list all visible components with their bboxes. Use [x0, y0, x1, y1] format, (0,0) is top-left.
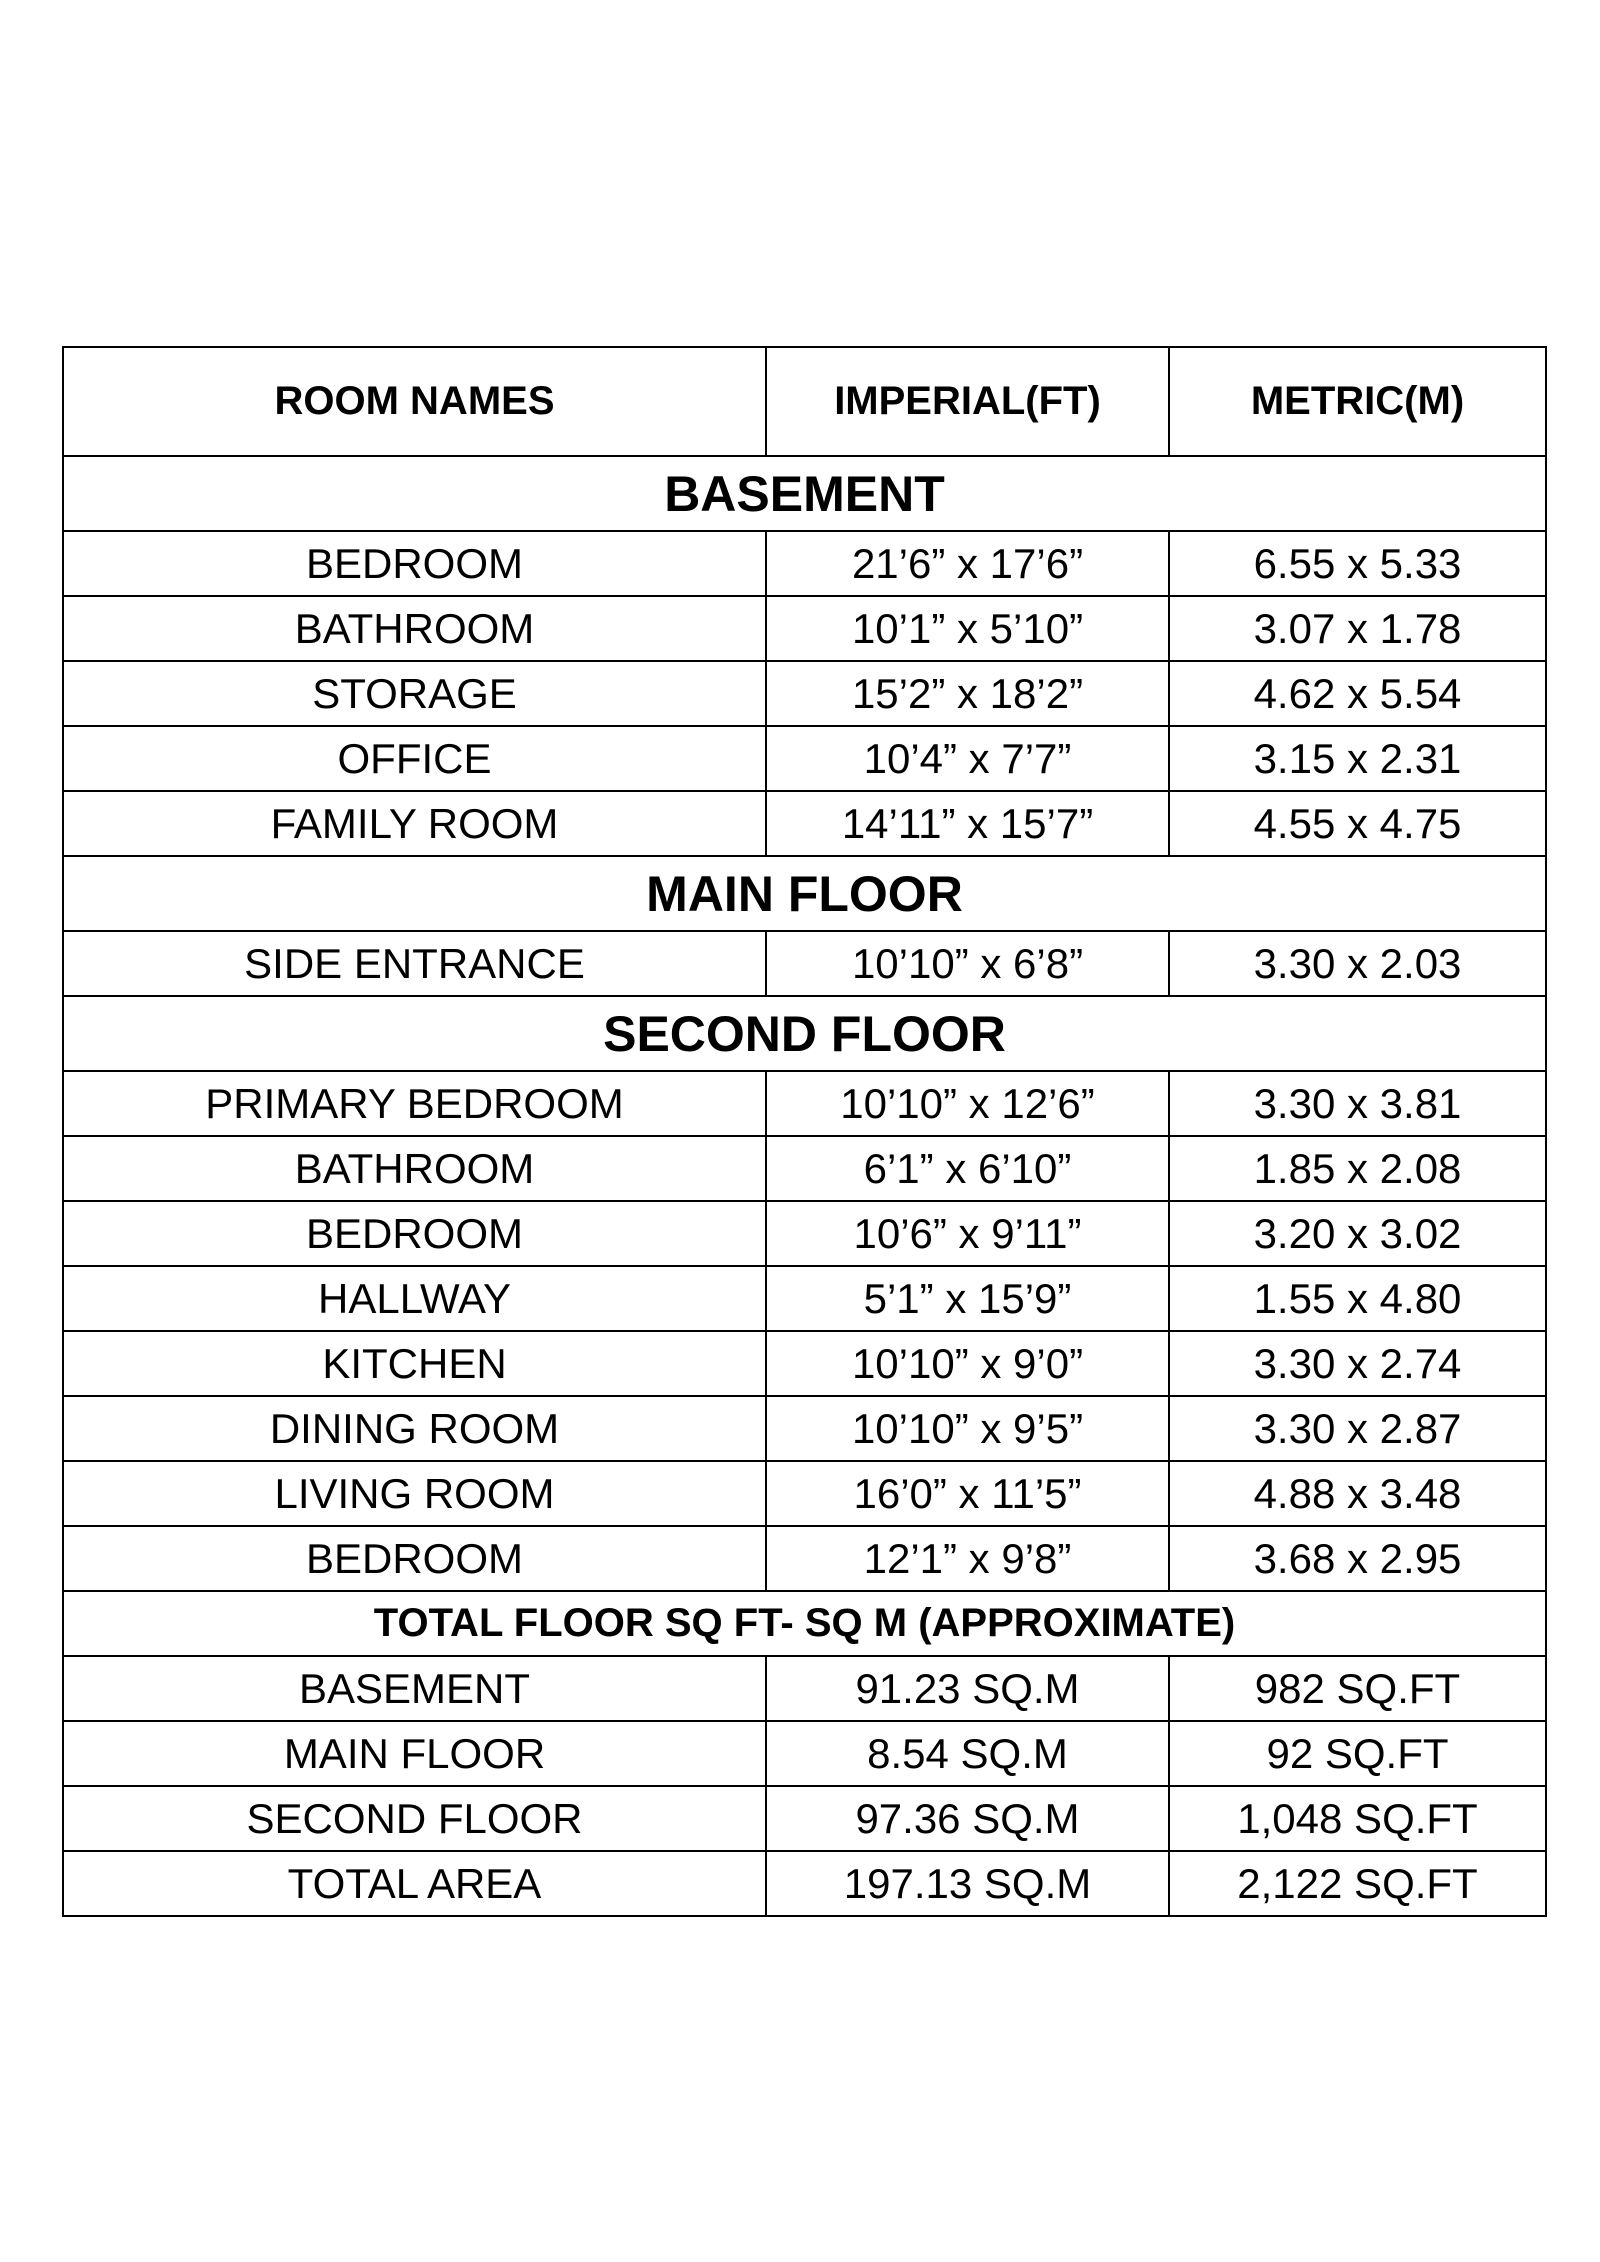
room-name-cell: BEDROOM — [63, 531, 766, 596]
metric-area-cell: 91.23 SQ.M — [766, 1656, 1169, 1721]
imperial-dimension-cell: 10’10” x 6’8” — [766, 931, 1169, 996]
header-row — [63, 347, 1546, 456]
room-name-cell: PRIMARY BEDROOM — [63, 1071, 766, 1136]
room-name-cell: KITCHEN — [63, 1331, 766, 1396]
room-dimensions-table — [62, 346, 1547, 1917]
metric-area-cell: 97.36 SQ.M — [766, 1786, 1169, 1851]
room-name-cell: BEDROOM — [63, 1526, 766, 1591]
totals-title: TOTAL FLOOR SQ FT- SQ M (APPROXIMATE) — [63, 1591, 1546, 1656]
table-row — [63, 1526, 1546, 1591]
imperial-dimension-cell: 10’10” x 9’5” — [766, 1396, 1169, 1461]
table-row — [63, 661, 1546, 726]
floor-name-cell: TOTAL AREA — [63, 1851, 766, 1916]
imperial-area-cell: 982 SQ.FT — [1169, 1656, 1546, 1721]
metric-dimension-cell: 3.30 x 2.03 — [1169, 931, 1546, 996]
metric-dimension-cell: 1.85 x 2.08 — [1169, 1136, 1546, 1201]
imperial-dimension-cell: 21’6” x 17’6” — [766, 531, 1169, 596]
totals-row — [63, 1851, 1546, 1916]
metric-dimension-cell: 4.55 x 4.75 — [1169, 791, 1546, 856]
section-title: BASEMENT — [63, 456, 1546, 531]
metric-dimension-cell: 1.55 x 4.80 — [1169, 1266, 1546, 1331]
metric-dimension-cell: 3.30 x 2.74 — [1169, 1331, 1546, 1396]
section-title: SECOND FLOOR — [63, 996, 1546, 1071]
imperial-dimension-cell: 10’4” x 7’7” — [766, 726, 1169, 791]
table-row — [63, 1266, 1546, 1331]
imperial-dimension-cell: 10’10” x 12’6” — [766, 1071, 1169, 1136]
metric-dimension-cell: 3.15 x 2.31 — [1169, 726, 1546, 791]
table-row — [63, 531, 1546, 596]
table-row — [63, 1461, 1546, 1526]
room-name-cell: BATHROOM — [63, 1136, 766, 1201]
table-row — [63, 1396, 1546, 1461]
column-header-metric: METRIC(M) — [1169, 347, 1546, 456]
imperial-dimension-cell: 10’6” x 9’11” — [766, 1201, 1169, 1266]
room-name-cell: OFFICE — [63, 726, 766, 791]
imperial-dimension-cell: 10’1” x 5’10” — [766, 596, 1169, 661]
floor-name-cell: MAIN FLOOR — [63, 1721, 766, 1786]
imperial-area-cell: 92 SQ.FT — [1169, 1721, 1546, 1786]
metric-dimension-cell: 3.68 x 2.95 — [1169, 1526, 1546, 1591]
floor-name-cell: BASEMENT — [63, 1656, 766, 1721]
room-name-cell: HALLWAY — [63, 1266, 766, 1331]
metric-dimension-cell: 3.30 x 2.87 — [1169, 1396, 1546, 1461]
imperial-dimension-cell: 16’0” x 11’5” — [766, 1461, 1169, 1526]
column-header-imperial: IMPERIAL(FT) — [766, 347, 1169, 456]
table-row — [63, 726, 1546, 791]
imperial-dimension-cell: 14’11” x 15’7” — [766, 791, 1169, 856]
section-header-row — [63, 856, 1546, 931]
room-name-cell: SIDE ENTRANCE — [63, 931, 766, 996]
column-header-room-names: ROOM NAMES — [63, 347, 766, 456]
section-header-row — [63, 456, 1546, 531]
table-row — [63, 1331, 1546, 1396]
imperial-dimension-cell: 10’10” x 9’0” — [766, 1331, 1169, 1396]
metric-dimension-cell: 6.55 x 5.33 — [1169, 531, 1546, 596]
table-body — [63, 456, 1546, 1916]
metric-dimension-cell: 3.20 x 3.02 — [1169, 1201, 1546, 1266]
metric-area-cell: 8.54 SQ.M — [766, 1721, 1169, 1786]
section-header-row — [63, 996, 1546, 1071]
room-name-cell: DINING ROOM — [63, 1396, 766, 1461]
metric-area-cell: 197.13 SQ.M — [766, 1851, 1169, 1916]
totals-row — [63, 1721, 1546, 1786]
metric-dimension-cell: 4.62 x 5.54 — [1169, 661, 1546, 726]
room-name-cell: BATHROOM — [63, 596, 766, 661]
table-row — [63, 791, 1546, 856]
floor-name-cell: SECOND FLOOR — [63, 1786, 766, 1851]
metric-dimension-cell: 3.30 x 3.81 — [1169, 1071, 1546, 1136]
room-name-cell: BEDROOM — [63, 1201, 766, 1266]
imperial-dimension-cell: 5’1” x 15’9” — [766, 1266, 1169, 1331]
imperial-area-cell: 2,122 SQ.FT — [1169, 1851, 1546, 1916]
totals-header-row — [63, 1591, 1546, 1656]
table-row — [63, 1201, 1546, 1266]
table-row — [63, 1071, 1546, 1136]
room-name-cell: FAMILY ROOM — [63, 791, 766, 856]
table-row — [63, 596, 1546, 661]
totals-row — [63, 1786, 1546, 1851]
imperial-dimension-cell: 12’1” x 9’8” — [766, 1526, 1169, 1591]
table-row — [63, 931, 1546, 996]
room-name-cell: STORAGE — [63, 661, 766, 726]
room-name-cell: LIVING ROOM — [63, 1461, 766, 1526]
metric-dimension-cell: 3.07 x 1.78 — [1169, 596, 1546, 661]
metric-dimension-cell: 4.88 x 3.48 — [1169, 1461, 1546, 1526]
imperial-dimension-cell: 6’1” x 6’10” — [766, 1136, 1169, 1201]
table-row — [63, 1136, 1546, 1201]
imperial-area-cell: 1,048 SQ.FT — [1169, 1786, 1546, 1851]
imperial-dimension-cell: 15’2” x 18’2” — [766, 661, 1169, 726]
totals-row — [63, 1656, 1546, 1721]
section-title: MAIN FLOOR — [63, 856, 1546, 931]
